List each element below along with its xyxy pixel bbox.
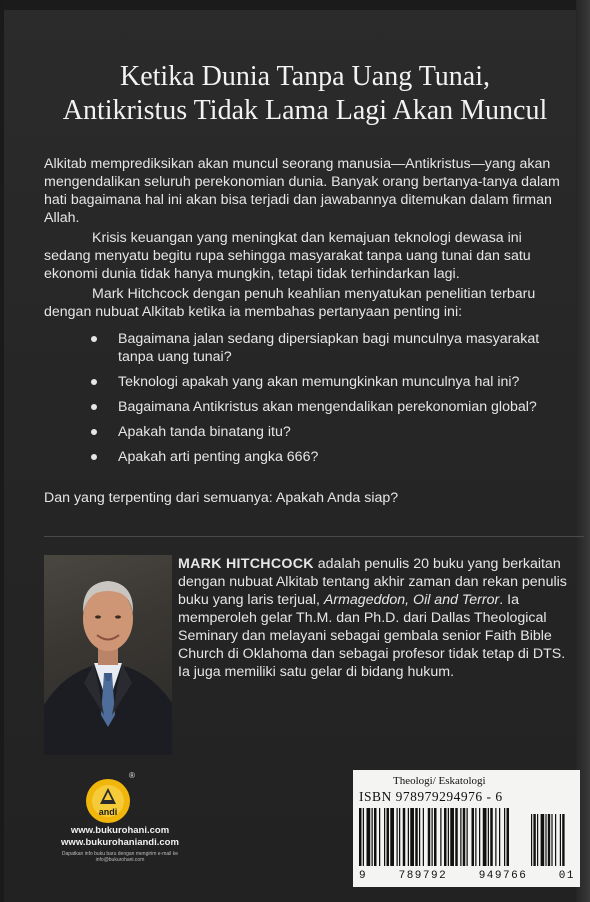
barcode-bar	[423, 808, 424, 866]
barcode-bars	[359, 808, 575, 870]
barcode-bar	[490, 808, 493, 866]
barcode-bar	[475, 808, 476, 866]
barcode-addon-bar	[548, 814, 550, 866]
barcode-bar	[399, 808, 400, 866]
question-item	[88, 448, 558, 466]
bullet-icon	[91, 379, 97, 385]
barcode-bar	[372, 808, 373, 866]
barcode-digit-group: 9	[359, 870, 368, 882]
barcode-bar	[397, 808, 398, 866]
bullet-icon	[91, 336, 97, 342]
barcode-bar	[403, 808, 406, 866]
question-item	[88, 398, 558, 416]
bio-text-1: adalah penulis 20 buku yang berkaitan dengan nubuat Alkitab tentang akhir zaman dan rekan penulis buku yang laris terjual,	[178, 556, 567, 608]
blurb-paragraph-3	[44, 285, 564, 321]
barcode-bar	[455, 808, 458, 866]
barcode-bar	[363, 808, 364, 866]
publisher-url-2: www.bukurohaniandi.com	[61, 837, 179, 848]
question-text: Apakah arti penting angka 666?	[118, 449, 319, 465]
isbn-label: ISBN 978979294976 - 6	[359, 789, 503, 804]
author-photo	[44, 555, 172, 755]
barcode-bar	[450, 808, 454, 866]
barcode-addon-bar	[560, 814, 561, 866]
barcode-bar	[428, 808, 431, 866]
andi-logo-icon	[80, 768, 140, 828]
cover-title	[40, 60, 570, 128]
question-text: Bagaimana jalan sedang dipersiapkan bagi munculnya masyarakat tanpa uang tunai?	[118, 331, 540, 365]
barcode-panel	[353, 770, 580, 887]
blurb-paragraph-1: Alkitab memprediksikan akan muncul seorang manusia—Antikristus—yang akan mengendalikan seluruh perekonomian dunia. Banyak orang bertanya-tanya dalam hati bagaimana hal ini akan bisa terjadi dan jawabannya ditemukan dalam firman Allah.	[44, 156, 560, 226]
barcode-bar	[408, 808, 409, 866]
cover-right-edge	[576, 0, 590, 902]
barcode-addon-bar	[537, 814, 538, 866]
barcode-addon-bar	[551, 814, 552, 866]
logo-wordmark: andi	[98, 807, 118, 817]
barcode-bar	[460, 808, 461, 866]
barcode-bar	[410, 808, 414, 866]
publisher-logo	[80, 768, 140, 828]
bio-text-2: . Ia memperoleh gelar Th.M. dan Ph.D. dari Dallas Theological Seminary dan melayani sebagai gembala senior Faith Bible Church di Oklahoma dan sebagai profesor tidak tetap di DTS. Ia juga memiliki satu gelar di bidang hukum.	[178, 592, 566, 680]
barcode-bar	[359, 808, 362, 866]
question-text: Bagaimana Antikristus akan mengendalikan perekonomian global?	[118, 399, 537, 415]
barcode-addon-bar	[541, 814, 545, 866]
barcode-digits	[359, 870, 575, 882]
barcode-bar	[463, 808, 466, 866]
cover-left-edge	[0, 0, 4, 902]
barcode-digit-group: 949766	[478, 870, 528, 882]
barcode-bar	[479, 808, 480, 866]
question-text: Teknologi apakah yang akan memungkinkan munculnya hal ini?	[118, 374, 520, 390]
barcode-digit-group: 01	[558, 870, 575, 882]
publisher-fine-print: Dapatkan info buku baru dengan mengirim e-mail ke info@bukurohani.com	[61, 851, 179, 863]
barcode-bar	[434, 808, 437, 866]
title-line-1: Ketika Dunia Tanpa Uang Tunai,	[119, 61, 491, 92]
barcode-bar	[467, 808, 468, 866]
barcode-addon-bar	[531, 814, 532, 866]
barcode-addon-bar	[555, 814, 556, 866]
barcode-addon-bar	[533, 814, 535, 866]
barcode-bar	[488, 808, 489, 866]
question-text: Apakah tanda binatang itu?	[118, 424, 291, 440]
paragraph-3-text: Mark Hitchcock dengan penuh keahlian menyatukan penelitian terbaru dengan nubuat Alkitab ketika ia membahas pertanyaan penting ini:	[44, 286, 536, 320]
barcode-bar	[419, 808, 420, 866]
barcode-bar	[495, 808, 496, 866]
publisher-url-1: www.bukurohani.com	[70, 825, 170, 836]
barcode-bar	[367, 808, 371, 866]
title-line-2: Antikristus Tidak Lama Lagi Akan Muncul	[62, 95, 548, 126]
bullet-icon	[91, 429, 97, 435]
bullet-icon	[91, 454, 97, 460]
barcode-bar	[374, 808, 377, 866]
barcode-bar	[415, 808, 418, 866]
barcode-bar	[390, 808, 394, 866]
author-name: MARK HITCHCOCK	[178, 556, 314, 572]
blurb-paragraph-2	[44, 229, 564, 283]
barcode-bar	[472, 808, 475, 866]
barcode-bar	[440, 808, 441, 866]
barcode-bar	[432, 808, 433, 866]
question-list	[88, 330, 558, 473]
barcode-addon-bar	[562, 814, 564, 866]
barcode-bar	[387, 808, 390, 866]
bullet-icon	[91, 404, 97, 410]
barcode-bar	[499, 808, 500, 866]
author-bio	[178, 555, 573, 681]
barcode-bar	[507, 808, 510, 866]
registered-mark: ®	[129, 771, 135, 780]
barcode-bar	[384, 808, 385, 866]
barcode-digit-group: 789792	[398, 870, 448, 882]
barcode-bar	[483, 808, 487, 866]
barcode-addon-bar	[545, 814, 546, 866]
section-divider	[44, 536, 584, 537]
barcode-bar	[444, 808, 447, 866]
closing-question: Dan yang terpenting dari semuanya: Apakah Anda siap?	[44, 490, 399, 506]
cover-top-edge	[0, 0, 590, 10]
barcode-bar	[504, 808, 505, 866]
question-item	[88, 330, 558, 366]
barcode-bar	[448, 808, 449, 866]
book-category: Theologi/ Eskatologi	[393, 775, 486, 787]
question-item	[88, 423, 558, 441]
paragraph-2-text: Krisis keuangan yang meningkat dan kemajuan teknologi dewasa ini sedang menyatu begitu rupa sehingga masyarakat tanpa uang tunai dan satu ekonomi dunia tidak hanya mungkin, tetapi tidak terhindarkan lagi.	[44, 230, 531, 282]
question-item	[88, 373, 558, 391]
barcode-bar	[379, 808, 380, 866]
author-portrait-icon	[44, 555, 172, 755]
bestseller-title: Armageddon, Oil and Terror	[323, 592, 500, 608]
